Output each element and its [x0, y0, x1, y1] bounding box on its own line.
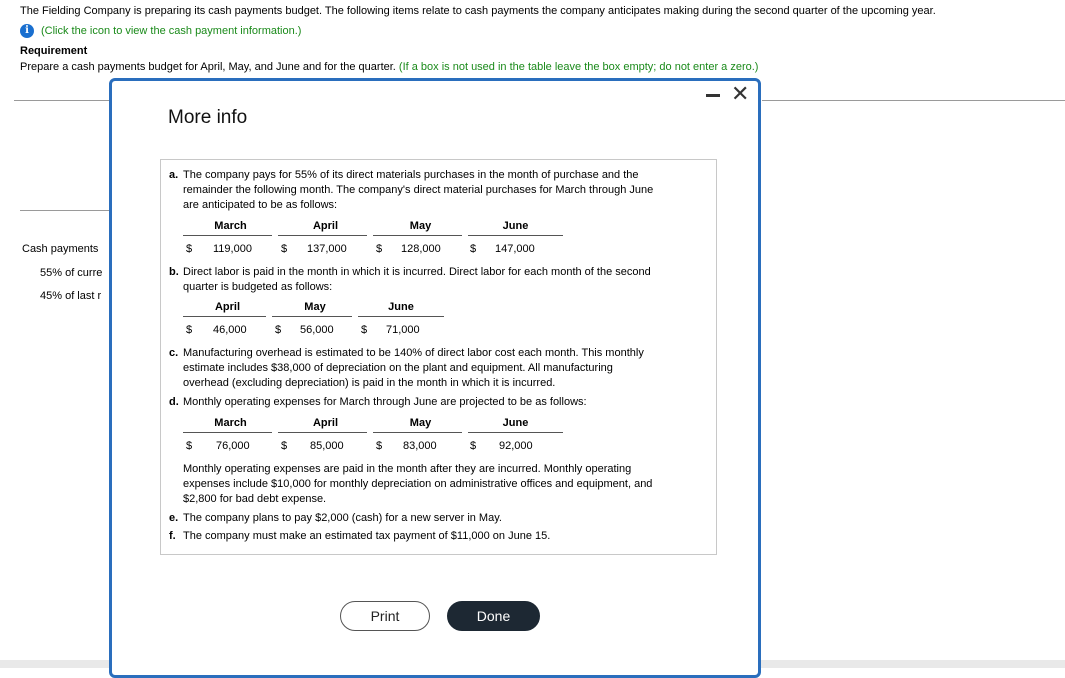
item-b-line2: quarter is budgeted as follows:: [183, 281, 333, 293]
item-a-value: 147,000: [495, 243, 535, 255]
item-b-month: June: [388, 301, 414, 313]
item-b-underline: [358, 316, 444, 317]
requirement-instruction: Prepare a cash payments budget for April, May, and June and for the quarter.: [20, 61, 396, 73]
item-d-value: 83,000: [403, 440, 437, 452]
item-b-currency: $: [275, 324, 282, 336]
item-d-month: April: [312, 417, 339, 429]
item-a-month: April: [312, 220, 339, 232]
requirement-note: (If a box is not used in the table leave the box empty; do not enter a zero.): [398, 61, 759, 73]
item-a-letter: a.: [169, 169, 179, 181]
item-b-underline: [272, 316, 352, 317]
done-button[interactable]: Done: [447, 601, 540, 631]
close-icon[interactable]: ✕: [731, 81, 750, 106]
item-d-note1: Monthly operating expenses are paid in the month after they are incurred. Monthly operating: [183, 463, 632, 475]
item-d-underline: [278, 432, 367, 433]
problem-intro: The Fielding Company is preparing its cash payments budget. The following items relate to cash payments the company anticipates making during the second quarter of the upcoming year.: [20, 5, 936, 17]
item-b-letter: b.: [169, 266, 179, 278]
print-button[interactable]: Print: [340, 601, 430, 631]
item-a-underline: [468, 235, 563, 236]
item-e-letter: e.: [169, 512, 179, 524]
item-a-value: 119,000: [213, 243, 252, 255]
item-b-month: April: [214, 301, 241, 313]
item-d-line1: Monthly operating expenses for March through June are projected to be as follows:: [183, 396, 587, 408]
item-a-currency: $: [470, 243, 477, 255]
item-d-currency: $: [186, 440, 193, 452]
item-a-value: 137,000: [307, 243, 347, 255]
click-info-link[interactable]: (Click the icon to view the cash payment information.): [41, 25, 302, 37]
item-a-month: June: [502, 220, 529, 232]
item-b-line1: Direct labor is paid in the month in which it is incurred. Direct labor for each month of the second: [183, 266, 651, 278]
item-a-line1: The company pays for 55% of its direct materials purchases in the month of purchase and the: [183, 169, 639, 181]
item-d-underline: [468, 432, 563, 433]
more-info-dialog: [109, 78, 761, 678]
item-d-currency: $: [281, 440, 288, 452]
item-c-letter: c.: [169, 347, 179, 359]
divider-left: [14, 100, 110, 101]
row-55-current: 55% of curre: [40, 267, 103, 279]
item-a-month: March: [214, 220, 247, 232]
item-d-currency: $: [470, 440, 477, 452]
item-b-value: 56,000: [300, 324, 334, 336]
item-d-note3: $2,800 for bad debt expense.: [183, 493, 327, 505]
divider-right: [762, 100, 1065, 101]
item-a-line3: are anticipated to be as follows:: [183, 199, 338, 211]
item-c-line3: overhead (excluding depreciation) is paid in the month in which it is incurred.: [183, 377, 556, 389]
item-d-value: 92,000: [499, 440, 533, 452]
item-b-value: 71,000: [386, 324, 420, 336]
minimize-icon[interactable]: [706, 94, 720, 97]
item-c-line1: Manufacturing overhead is estimated to be 140% of direct labor cost each month. This monthly: [183, 347, 644, 359]
item-d-note2: expenses include $10,000 for monthly depreciation on administrative offices and equipment, and: [183, 478, 653, 490]
item-d-currency: $: [376, 440, 383, 452]
item-d-value: 85,000: [310, 440, 344, 452]
requirement-text: [20, 61, 758, 73]
row-45-last: 45% of last r: [40, 290, 102, 302]
item-d-underline: [183, 432, 272, 433]
dialog-title: More info: [168, 107, 248, 128]
item-a-currency: $: [281, 243, 288, 255]
item-a-month: May: [409, 220, 432, 232]
item-f-letter: f.: [169, 530, 176, 542]
item-a-value: 128,000: [401, 243, 441, 255]
item-a-line2: remainder the following month. The company's direct material purchases for March through June: [183, 184, 654, 196]
item-b-currency: $: [186, 324, 193, 336]
item-b-value: 46,000: [213, 324, 247, 336]
item-a-currency: $: [376, 243, 383, 255]
item-e-text: The company plans to pay $2,000 (cash) for a new server in May.: [183, 512, 502, 524]
item-b-month: May: [304, 301, 326, 313]
item-d-letter: d.: [169, 396, 179, 408]
item-d-month: May: [409, 417, 432, 429]
item-a-underline: [183, 235, 272, 236]
info-panel: [160, 159, 717, 555]
row-cash-payments: Cash payments: [22, 243, 99, 255]
item-c-line2: estimate includes $38,000 of depreciation on the plant and equipment. All manufacturing: [183, 362, 613, 374]
item-d-value: 76,000: [216, 440, 250, 452]
info-icon[interactable]: i: [20, 24, 34, 38]
item-b-currency: $: [361, 324, 368, 336]
item-a-underline: [278, 235, 367, 236]
item-a-currency: $: [186, 243, 193, 255]
item-d-underline: [373, 432, 462, 433]
item-a-underline: [373, 235, 462, 236]
item-f-text: The company must make an estimated tax payment of $11,000 on June 15.: [183, 530, 551, 542]
requirement-heading: Requirement: [20, 45, 88, 57]
item-b-underline: [183, 316, 266, 317]
table-rule: [20, 210, 110, 211]
item-d-month: June: [502, 417, 529, 429]
item-d-month: March: [214, 417, 247, 429]
